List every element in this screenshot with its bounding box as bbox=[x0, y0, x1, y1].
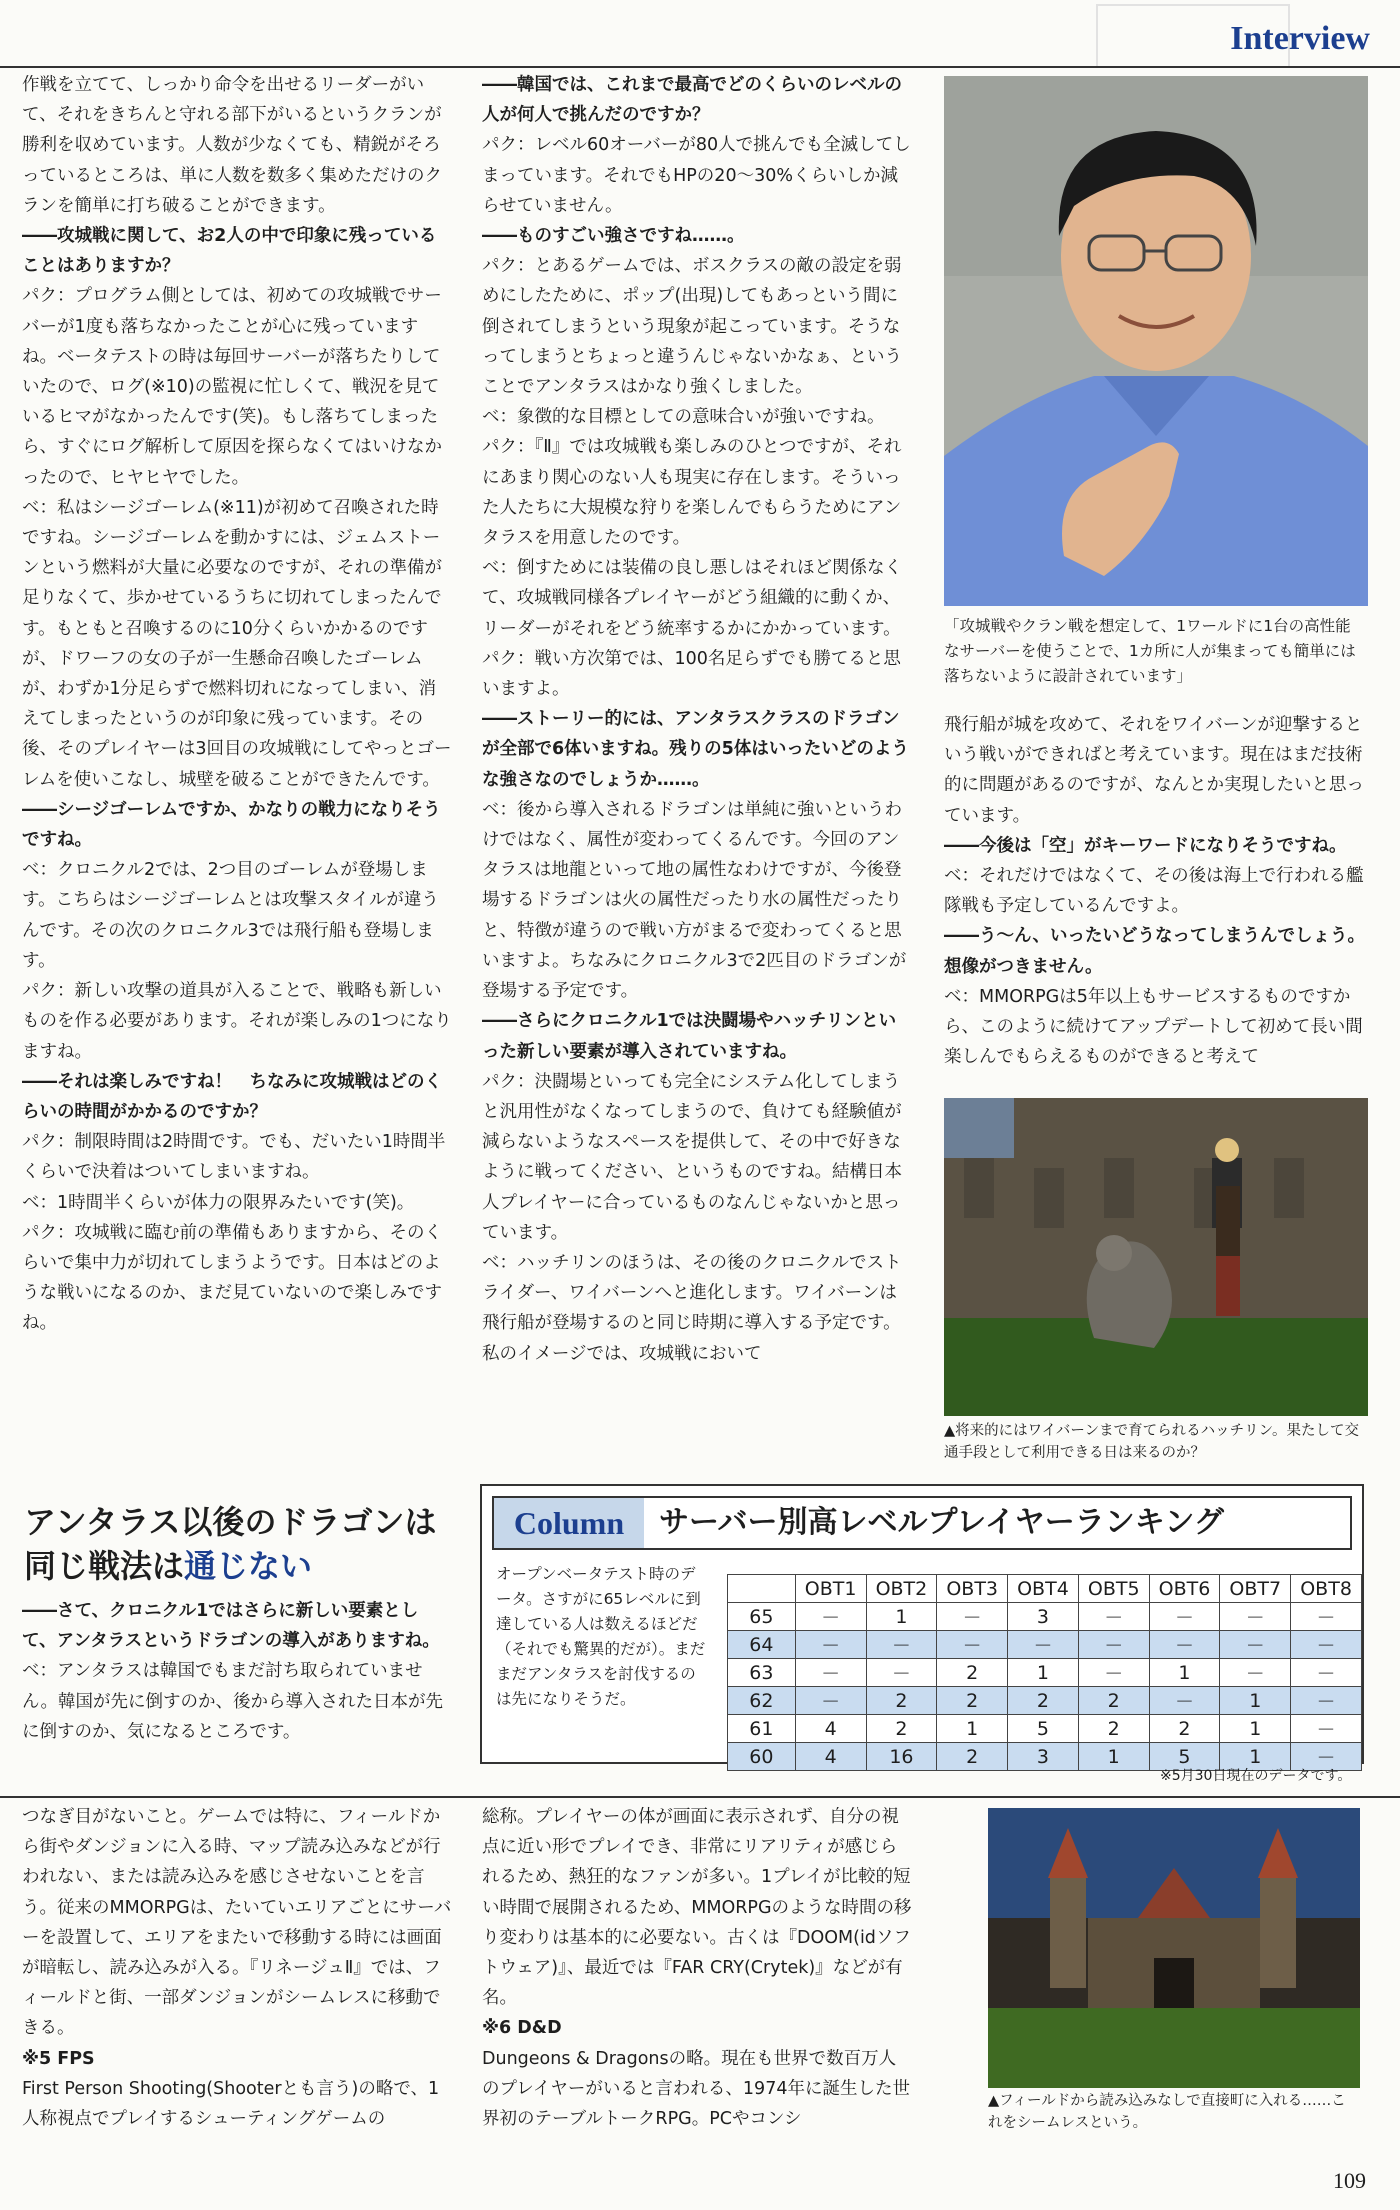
paragraph: パク：レベル60オーバーが80人で挑んでも全滅してしまっています。それでもHPの20～30%くらいしか減らせていません。 bbox=[482, 135, 911, 216]
count-cell: － bbox=[795, 1687, 866, 1715]
paragraph: ベ：私はシージゴーレム(※11)が初めて召喚された時ですね。シージゴーレムを動かすには、ジェムストーンという燃料が大量に必要なのですが、それの準備が足りなくて、歩かせているうちに切れてしまったんです。もともと召喚するのに10分くらいかかるのですが、ドワーフの女の子が一生懸命召喚したゴーレムが、わずか1分足らずで燃料切れになってしまい、消えてしまったというのが印象に残っています。その後、そのプレイヤーは3回目の攻城戦にしてやっとゴーレムを使いこなし、城壁を破ることができたんです。 bbox=[22, 497, 452, 790]
paragraph: パク：『Ⅱ』では攻城戦も楽しみのひとつですが、それにあまり関心のない人も現実に存在します。そういった人たちに大規模な狩りを楽しんでもらうためにアンタラスを用意したのです。 bbox=[482, 437, 902, 549]
count-cell: － bbox=[937, 1631, 1008, 1659]
interview-question: ――それは楽しみですね！ ちなみに攻城戦はどのくらいの時間がかかるのですか？ bbox=[22, 1071, 442, 1122]
column-header: OBT3 bbox=[937, 1575, 1008, 1603]
count-cell: 2 bbox=[1008, 1687, 1079, 1715]
count-cell: 2 bbox=[1149, 1715, 1220, 1743]
interview-question: ――ストーリー的には、アンタラスクラスのドラゴンが全部で6体いますね。残りの5体はいったいどのような強さなのでしょうか……。 bbox=[482, 709, 909, 790]
interview-question: ――さて、クロニクル1ではさらに新しい要素として、アンタラスというドラゴンの導入がありますね。 bbox=[22, 1601, 440, 1652]
count-cell: 2 bbox=[866, 1687, 937, 1715]
count-cell: 16 bbox=[866, 1743, 937, 1771]
table-corner bbox=[728, 1575, 796, 1603]
ranking-column-box bbox=[480, 1484, 1364, 1769]
paragraph: ベ：後から導入されるドラゴンは単純に強いというわけではなく、属性が変わってくるんです。今回のアンタラスは地龍といって地の属性なわけですが、今後登場するドラゴンは火の属性だったり水の属性だったりと、特徴が違うので戦い方がまるで変わってくると思いますよ。ちなみにクロニクル3で2匹目のドラゴンが登場する予定です。 bbox=[482, 799, 907, 1002]
count-cell: 1 bbox=[1220, 1743, 1291, 1771]
count-cell: － bbox=[1291, 1631, 1362, 1659]
page-number: 109 bbox=[1333, 2168, 1366, 2193]
paragraph: つなぎ目がないこと。ゲームでは特に、フィールドから街やダンジョンに入る時、マップ読み込みなどが行われない、または読み込みを感じさせないことを言う。従来のMMORPGは、たいていエリアごとにサーバーを設置して、エリアをまたいで移動する時には画面が暗転し、読み込みが入る。『リネージュⅡ』では、フィールドと街、一部ダンジョンがシームレスに移動できる。 bbox=[22, 1807, 452, 2039]
glossary-column-2 bbox=[482, 1802, 912, 2134]
count-cell: － bbox=[1078, 1659, 1149, 1687]
count-cell: － bbox=[866, 1659, 937, 1687]
count-cell: － bbox=[1078, 1603, 1149, 1631]
headline-line-2 bbox=[24, 1544, 464, 1588]
hatchling-screenshot-caption: ▲将来的にはワイバーンまで育てられるハッチリン。果たして交通手段として利用できる日は来るのか？ bbox=[944, 1423, 1359, 1461]
count-cell: 2 bbox=[937, 1659, 1008, 1687]
paragraph: パク：とあるゲームでは、ボスクラスの敵の設定を弱めにしたために、ポップ(出現)してもあっという間に倒されてしまうという現象が起こっています。そうなってしまうとちょっと違うんじゃないかなぁ、ということでアンタラスはかなり強くしました。 bbox=[482, 256, 902, 398]
ranking-table bbox=[727, 1574, 1362, 1771]
count-cell: － bbox=[1220, 1631, 1291, 1659]
count-cell: － bbox=[1220, 1603, 1291, 1631]
count-cell: 4 bbox=[795, 1715, 866, 1743]
count-cell: － bbox=[1149, 1631, 1220, 1659]
count-cell: 3 bbox=[1008, 1603, 1079, 1631]
count-cell: 2 bbox=[1078, 1687, 1149, 1715]
count-cell: 2 bbox=[937, 1743, 1008, 1771]
count-cell: 2 bbox=[1078, 1715, 1149, 1743]
paragraph: パク：決闘場といっても完全にシステム化してしまうと汎用性がなくなってしまうので、負けても経験値が減らないようなスペースを提供して、その中で好きなように戦ってください、というものですね。結構日本人プレイヤーに合っているものなんじゃないかと思っています。 bbox=[482, 1071, 902, 1243]
count-cell: 1 bbox=[1220, 1715, 1291, 1743]
interview-question: ――う～ん、いったいどうなってしまうんでしょう。想像がつきません。 bbox=[944, 926, 1366, 977]
paragraph: ベ：ハッチリンのほうは、その後のクロニクルでストライダー、ワイバーンへと進化します。ワイバーンは飛行船が登場するのと同じ時期に導入する予定です。私のイメージでは、攻城戦において bbox=[482, 1252, 902, 1364]
column-header: OBT4 bbox=[1008, 1575, 1079, 1603]
count-cell: － bbox=[1291, 1659, 1362, 1687]
count-cell: － bbox=[1291, 1603, 1362, 1631]
text-column-3 bbox=[944, 710, 1370, 1072]
count-cell: 4 bbox=[795, 1743, 866, 1771]
headline-line-1: アンタラス以後のドラゴンは bbox=[24, 1503, 437, 1541]
level-cell: 65 bbox=[728, 1603, 796, 1631]
paragraph: パク：戦い方次第では、100名足らずでも勝てると思いますよ。 bbox=[482, 648, 901, 700]
count-cell: 1 bbox=[866, 1603, 937, 1631]
interview-photo bbox=[944, 76, 1368, 606]
count-cell: － bbox=[866, 1631, 937, 1659]
count-cell: － bbox=[1149, 1687, 1220, 1715]
glossary-heading: ※6 D&D bbox=[482, 2018, 562, 2039]
column-header: OBT1 bbox=[795, 1575, 866, 1603]
interview-question: ――シージゴーレムですか、かなりの戦力になりそうですね。 bbox=[22, 799, 441, 851]
column-tag: Column bbox=[494, 1498, 644, 1548]
text-column-4 bbox=[22, 1596, 452, 1747]
paragraph: ベ：それだけではなくて、その後は海上で行われる艦隊戦も予定しているんですよ。 bbox=[944, 866, 1364, 917]
level-cell: 61 bbox=[728, 1715, 796, 1743]
count-cell: 1 bbox=[937, 1715, 1008, 1743]
count-cell: 1 bbox=[1078, 1743, 1149, 1771]
paragraph: ベ：MMORPGは5年以上もサービスするものですから、このように続けてアップデートして初めて長い間楽しんでもらえるものができると考えて bbox=[944, 986, 1363, 1068]
section-title: Interview bbox=[1230, 20, 1370, 57]
count-cell: － bbox=[1149, 1603, 1220, 1631]
paragraph: Dungeons & Dragonsの略。現在も世界で数百万人のプレイヤーがいると言われる、1974年に誕生した世界初のテーブルトークRPG。PCやコンシ bbox=[482, 2048, 910, 2130]
count-cell: － bbox=[795, 1603, 866, 1631]
text-column-1 bbox=[22, 70, 452, 1339]
town-screenshot-caption: ▲フィールドから読み込みなしで直接町に入れる……これをシームレスという。 bbox=[988, 2093, 1346, 2131]
paragraph: パク：制限時間は2時間です。でも、だいたい1時間半くらいで決着はついてしまいますね。 bbox=[22, 1132, 446, 1183]
interview-photo-caption: 「攻城戦やクラン戦を想定して、1ワールドに1台の高性能なサーバーを使うことで、1カ所に人が集まっても簡単には落ちないように設計されています」 bbox=[944, 617, 1356, 685]
interview-question: ――今後は「空」がキーワードになりそうですね。 bbox=[944, 835, 1347, 856]
column-header: OBT7 bbox=[1220, 1575, 1291, 1603]
count-cell: 2 bbox=[866, 1715, 937, 1743]
column-note: ※5月30日現在のデータです。 bbox=[1160, 1768, 1352, 1784]
paragraph: 飛行船が城を攻めて、それをワイバーンが迎撃するという戦いができればと考えています。現在はまだ技術的に問題があるのですが、なんとか実現したいと思っています。 bbox=[944, 715, 1364, 826]
column-description: オープンベータテスト時のデータ。さすがに65レベルに到達している人は数えるほどだ（それでも驚異的だが）。まだまだアンタラスを討伐するのは先になりそうだ。 bbox=[496, 1565, 706, 1708]
count-cell: － bbox=[1220, 1659, 1291, 1687]
interview-question: ――韓国では、これまで最高でどのくらいのレベルの人が何人で挑んだのですか？ bbox=[482, 75, 902, 126]
interview-question: ――攻城戦に関して、お2人の中で印象に残っていることはありますか？ bbox=[22, 226, 437, 277]
column-header: OBT5 bbox=[1078, 1575, 1149, 1603]
table-row bbox=[728, 1603, 1362, 1631]
paragraph: ベ：象徴的な目標としての意味合いが強いですね。 bbox=[482, 407, 885, 428]
paragraph: パク：新しい攻撃の道具が入ることで、戦略も新しいものを作る必要があります。それが楽しみの1つになりますね。 bbox=[22, 981, 452, 1062]
table-row bbox=[728, 1687, 1362, 1715]
column-header: OBT6 bbox=[1149, 1575, 1220, 1603]
paragraph: ベ：1時間半くらいが体力の限界みたいです(笑)。 bbox=[22, 1192, 415, 1213]
glossary-heading: ※5 FPS bbox=[22, 2048, 95, 2069]
count-cell: 5 bbox=[1149, 1743, 1220, 1771]
count-cell: － bbox=[795, 1631, 866, 1659]
count-cell: － bbox=[1291, 1743, 1362, 1771]
count-cell: 1 bbox=[1008, 1659, 1079, 1687]
count-cell: － bbox=[1291, 1715, 1362, 1743]
glossary-column-1 bbox=[22, 1802, 452, 2134]
table-row bbox=[728, 1715, 1362, 1743]
count-cell: － bbox=[1291, 1687, 1362, 1715]
paragraph: 総称。プレイヤーの体が画面に表示されず、自分の視点に近い形でプレイでき、非常にリアリティが感じられるため、熱狂的なファンが多い。1プレイが比較的短い時間で展開されるため、MMORPGのような時間の移り変わりは基本的に必要ない。古くは『DOOM(idソフトウェア)』、最近では『FAR CRY(Crytek)』などが有名。 bbox=[482, 1807, 912, 2009]
column-heading: サーバー別高レベルプレイヤーランキング bbox=[659, 1505, 1224, 1540]
level-cell: 60 bbox=[728, 1743, 796, 1771]
interview-question: ――ものすごい強さですね……。 bbox=[482, 226, 745, 247]
headline-line-2-a: 同じ戦法は bbox=[24, 1547, 185, 1585]
count-cell: － bbox=[937, 1603, 1008, 1631]
level-cell: 63 bbox=[728, 1659, 796, 1687]
column-title-bar bbox=[492, 1496, 1352, 1550]
paragraph: パク：プログラム側としては、初めての攻城戦でサーバーが1度も落ちなかったことが心に残っていますね。ベータテストの時は毎回サーバーが落ちたりしていたので、ログ(※10)の監視に忙しくて、戦況を見ているヒマがなかったんです(笑)。もし落ちてしまったら、すぐにログ解析して原因を探らなくてはいけなかったので、ヒヤヒヤでした。 bbox=[22, 286, 442, 488]
count-cell: 1 bbox=[1149, 1659, 1220, 1687]
paragraph: ベ：クロニクル2では、2つ目のゴーレムが登場します。こちらはシージゴーレムとは攻撃スタイルが違うんです。その次のクロニクル3では飛行船も登場します。 bbox=[22, 860, 439, 971]
paragraph: パク：攻城戦に臨む前の準備もありますから、そのくらいで集中力が切れてしまうようです。日本はどのような戦いになるのか、まだ見ていないので楽しみですね。 bbox=[22, 1222, 442, 1334]
level-cell: 62 bbox=[728, 1687, 796, 1715]
count-cell: － bbox=[795, 1659, 866, 1687]
header-rule bbox=[0, 66, 1400, 68]
column-header: OBT2 bbox=[866, 1575, 937, 1603]
town-screenshot bbox=[988, 1808, 1360, 2088]
paragraph: 作戦を立てて、しっかり命令を出せるリーダーがいて、それをきちんと守れる部下がいるというクランが勝利を収めています。人数が少なくても、精鋭がそろっているところは、単に人数を数多く集めただけのクランを簡単に打ち破ることができます。 bbox=[22, 75, 442, 216]
column-header: OBT8 bbox=[1291, 1575, 1362, 1603]
hatchling-screenshot bbox=[944, 1098, 1368, 1416]
article-headline bbox=[24, 1500, 464, 1588]
count-cell: 3 bbox=[1008, 1743, 1079, 1771]
level-cell: 64 bbox=[728, 1631, 796, 1659]
ranking-table-header bbox=[728, 1575, 1362, 1603]
paragraph: First Person Shooting(Shooterとも言う)の略で、1人称視点でプレイするシューティングゲームの bbox=[22, 2078, 440, 2130]
count-cell: 2 bbox=[937, 1687, 1008, 1715]
interview-question: ――さらにクロニクル1では決闘場やハッチリンといった新しい要素が導入されていますね。 bbox=[482, 1011, 897, 1062]
text-column-2 bbox=[482, 70, 912, 1369]
section-divider bbox=[0, 1796, 1400, 1798]
count-cell: 1 bbox=[1220, 1687, 1291, 1715]
table-row bbox=[728, 1659, 1362, 1687]
count-cell: － bbox=[1078, 1631, 1149, 1659]
table-row bbox=[728, 1631, 1362, 1659]
paragraph: ベ：アンタラスは韓国でもまだ討ち取られていません。韓国が先に倒すのか、後から導入された日本が先に倒すのか、気になるところです。 bbox=[22, 1661, 444, 1742]
headline-line-2-b: 通じない bbox=[184, 1547, 313, 1585]
count-cell: － bbox=[1008, 1631, 1079, 1659]
count-cell: 5 bbox=[1008, 1715, 1079, 1743]
paragraph: ベ：倒すためには装備の良し悪しはそれほど関係なくて、攻城戦同様各プレイヤーがどう組織的に動くか、リーダーがそれをどう統率するかにかかっています。 bbox=[482, 558, 902, 639]
